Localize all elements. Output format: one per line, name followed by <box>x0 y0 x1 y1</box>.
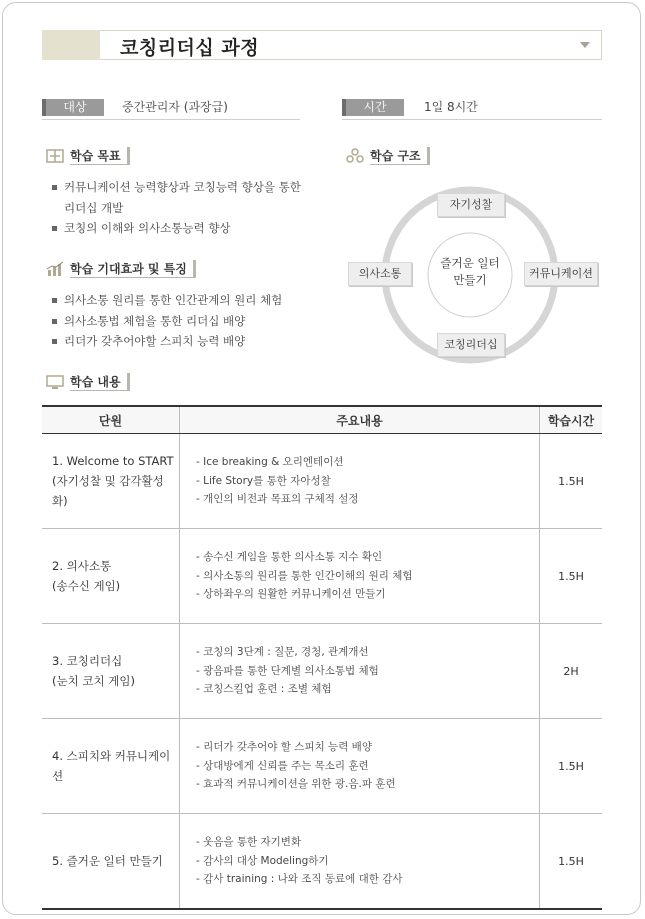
target-value: 중간관리자 (과장급) <box>122 100 228 114</box>
content-title: 학습 내용 <box>70 373 130 391</box>
structure-title: 학습 구조 <box>370 147 430 165</box>
time-cell: 1.5H <box>540 814 603 910</box>
list-item-continued: 리더십 개발 <box>64 200 124 215</box>
table-row <box>42 814 602 910</box>
monitor-icon <box>46 374 64 390</box>
content-line: - 의사소통의 원리를 통한 인간이해의 원리 체험 <box>196 569 413 582</box>
table-row <box>42 624 602 719</box>
list-item: 코칭의 이해와 의사소통능력 향상 <box>50 218 320 239</box>
dropdown-arrow-icon[interactable] <box>580 42 590 48</box>
effects-title: 학습 기대효과 및 특징 <box>70 260 196 278</box>
effects-header <box>44 259 224 279</box>
goals-header <box>44 146 164 166</box>
content-line: - 리더가 갖추어야 할 스피치 능력 배양 <box>196 741 372 754</box>
content-line: - 감사 training : 나와 조직 동료에 대한 감사 <box>196 873 403 886</box>
header-content: 주요내용 <box>180 406 540 434</box>
content-line: - Ice breaking & 오리엔테이션 <box>196 456 344 469</box>
list-item <box>50 198 320 219</box>
unit-cell <box>42 434 180 529</box>
target-row <box>42 97 300 120</box>
content-line: - 효과적 커뮤니케이션을 위한 광.음.파 훈련 <box>196 778 396 791</box>
content-line: - 광음파를 통한 단계별 의사소통법 체험 <box>196 664 379 677</box>
unit-line: 5. 즐거운 일터 만들기 <box>52 854 163 868</box>
unit-line: (자기성찰 및 감각활성화) <box>52 474 164 508</box>
time-row <box>342 97 602 120</box>
content-line: - 개인의 비전과 목표의 구체적 설정 <box>196 493 359 506</box>
bar-chart-icon <box>46 261 64 277</box>
content-cell <box>180 434 540 529</box>
unit-line: 2. 의사소통 <box>52 559 112 573</box>
center-line: 만들기 <box>453 273 487 287</box>
node-left: 의사소통 <box>348 262 412 286</box>
network-icon <box>346 148 364 164</box>
unit-cell <box>42 624 180 719</box>
table-row <box>42 434 602 529</box>
center-label <box>428 255 512 289</box>
unit-cell <box>42 719 180 814</box>
node-top: 자기성찰 <box>437 193 505 217</box>
target-label: 대상 <box>42 99 104 116</box>
content-header <box>44 372 164 392</box>
content-cell <box>180 719 540 814</box>
goals-title: 학습 목표 <box>70 147 130 165</box>
header-time: 학습시간 <box>540 406 603 434</box>
title-accent <box>42 30 100 60</box>
list-item: 커뮤니케이션 능력향상과 코칭능력 향상을 통한 <box>50 177 320 198</box>
table-row <box>42 529 602 624</box>
table-row <box>42 719 602 814</box>
content-cell <box>180 529 540 624</box>
content-line: - Life Story를 통한 자아성찰 <box>196 474 331 487</box>
unit-line: 3. 코칭리더십 <box>52 654 123 668</box>
content-line: - 웃음을 통한 자기변화 <box>196 836 302 849</box>
content-line: - 송수신 게임을 통한 의사소통 지수 확인 <box>196 551 383 564</box>
content-line: - 상대방에게 신뢰를 주는 목소리 훈련 <box>196 759 369 772</box>
unit-line: 1. Welcome to START <box>52 454 174 468</box>
list-item: 리더가 갖추어야할 스피치 능력 배양 <box>50 331 320 352</box>
time-cell: 1.5H <box>540 529 603 624</box>
content-cell <box>180 624 540 719</box>
effects-list <box>50 290 320 352</box>
content-line: - 코칭스킬업 훈련 : 조별 체험 <box>196 683 332 696</box>
content-cell <box>180 814 540 910</box>
unit-line: (눈치 코치 게임) <box>52 674 135 688</box>
unit-cell <box>42 814 180 910</box>
unit-cell <box>42 529 180 624</box>
center-line: 즐거운 일터 <box>440 256 500 270</box>
page-title: 코칭리더십 과정 <box>120 37 260 59</box>
time-cell: 1.5H <box>540 719 603 814</box>
course-table <box>42 405 602 910</box>
content-line: - 코칭의 3단계 : 질문, 경청, 관계개선 <box>196 646 369 659</box>
time-cell: 2H <box>540 624 603 719</box>
node-bottom: 코칭리더십 <box>437 333 505 357</box>
structure-header <box>344 146 464 166</box>
header-unit: 단원 <box>42 406 180 434</box>
list-item: 의사소통법 체험을 통한 리더십 배양 <box>50 311 320 332</box>
structure-diagram <box>340 185 600 365</box>
node-right: 커뮤니케이션 <box>524 262 598 286</box>
target-icon <box>46 148 64 164</box>
table-header-row <box>42 406 602 434</box>
unit-line: (송수신 게임) <box>52 579 121 593</box>
time-value: 1일 8시간 <box>424 100 478 114</box>
time-cell: 1.5H <box>540 434 603 529</box>
content-line: - 상하좌우의 원활한 커뮤니케이션 만들기 <box>196 588 386 601</box>
time-label: 시간 <box>342 99 404 116</box>
content-line: - 감사의 대상 Modeling하기 <box>196 854 329 867</box>
unit-line: 4. 스피치와 커뮤니케이션 <box>52 749 171 783</box>
list-item: 의사소통 원리를 통한 인간관계의 원리 체험 <box>50 290 320 311</box>
goals-list <box>50 177 320 239</box>
